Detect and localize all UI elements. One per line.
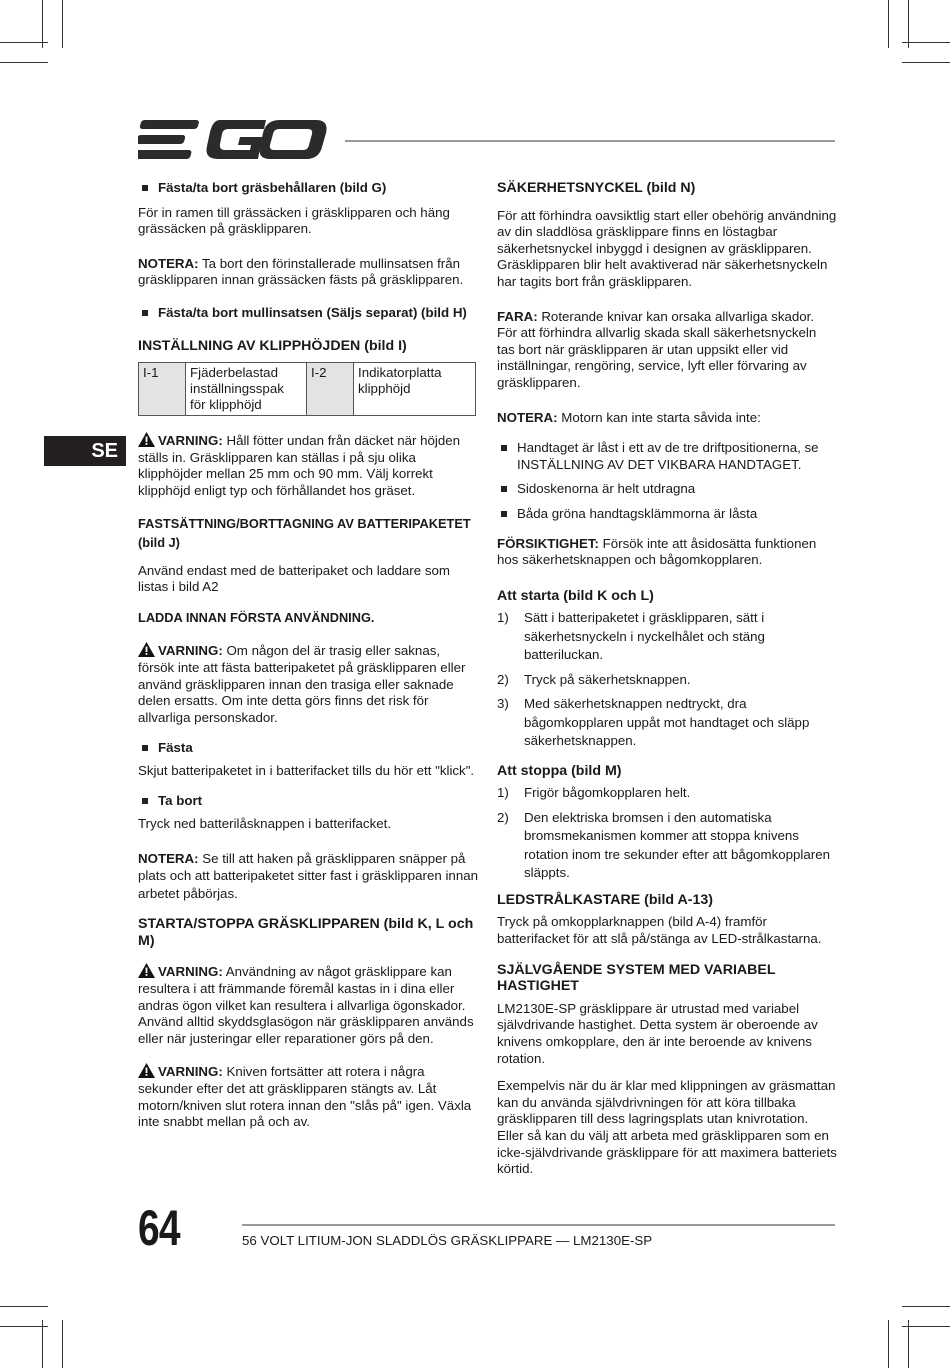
list-item (497, 609, 837, 665)
paragraph: Tryck ned batterilåsknappen i batterifacket. (138, 816, 392, 832)
note (138, 256, 478, 289)
list-item-text: Frigör bågomkopplaren helt. (524, 785, 691, 801)
crop-mark (42, 0, 43, 48)
section-heading: INSTÄLLNING AV KLIPPHÖJDEN (bild I) (138, 337, 407, 354)
table-cell-desc: Fjäderbelastad inställningsspak för klipphöjd (186, 363, 307, 416)
note-text: Se till att haken på gräsklipparen snäpper på plats och att batteripaketet sitter fast i gräsklipparen innan arbetet påbörjas. (138, 850, 478, 901)
section-heading: STARTA/STOPPA GRÄSKLIPPAREN (bild K, L och M) (138, 916, 474, 949)
crop-mark (902, 62, 950, 63)
note-label: NOTERA: (138, 255, 199, 271)
numbered-list (497, 609, 837, 751)
bullet-heading-text: Fästa/ta bort gräsbehållaren (bild G) (158, 180, 387, 195)
square-bullet-icon (501, 445, 507, 451)
paragraph: Exempelvis när du är klar med klippningen av gräsmattan kan du använda självdrivningen för att köra tillbaka gräsklipparen till dess lagringsplats utan knivrotation. Eller så kan du välj att arbeta med gräsklipparen som en icke-självdrivande gräsklippare för att maximera batteriets körtid. (497, 1078, 837, 1177)
list-item (497, 809, 837, 883)
section-heading: FASTSÄTTNING/BORTTAGNING AV BATTERIPAKETET (bild J) (138, 515, 471, 550)
list-item (497, 695, 837, 751)
table-row (139, 363, 476, 416)
danger-text: Roterande knivar kan orsaka allvarliga skador. För att förhindra allvarlig skada skall säkerhetsnyckeln tas bort när gräsklipparen är utan uppsikt eller vid inställningar, rengöring, service, lyft eller förvaring av gräsklipparen. (497, 308, 817, 390)
warning-icon (138, 432, 155, 447)
crop-mark (902, 1326, 950, 1327)
crop-mark (888, 0, 889, 48)
crop-mark (0, 42, 48, 43)
footer-title: 56 VOLT LITIUM-JON SLADDLÖS GRÄSKLIPPARE — LM2130E-SP (242, 1233, 653, 1248)
warning (138, 432, 478, 499)
section-heading: LEDSTRÅLKASTARE (bild A-13) (497, 891, 713, 908)
note-label: NOTERA: (138, 850, 199, 866)
note-label: NOTERA: (497, 409, 558, 425)
section-heading: Att stoppa (bild M) (497, 762, 622, 779)
list-item-text: Tryck på säkerhetsknappen. (524, 671, 691, 687)
crop-mark (62, 0, 63, 48)
crop-mark (0, 1326, 48, 1327)
warning-label: VARNING: (158, 964, 223, 980)
right-column (497, 178, 837, 1178)
numbered-list (497, 784, 837, 883)
note (497, 410, 837, 427)
caution (497, 536, 837, 569)
list-item (497, 671, 837, 690)
crop-mark (902, 42, 950, 43)
crop-mark (908, 1320, 909, 1368)
section-heading: SÄKERHETSNYCKEL (bild N) (497, 180, 696, 196)
list-number: 2) (497, 671, 509, 687)
caution-label: FÖRSIKTIGHET: (497, 535, 599, 551)
bullet-heading (138, 180, 478, 197)
warning-label: VARNING: (158, 433, 223, 449)
square-bullet-icon (142, 310, 148, 316)
square-bullet-icon (142, 798, 148, 804)
note-text: Ta bort den förinstallerade mullinsatsen från gräsklipparen innan grässäcken fästs på gräsklipparen. (138, 255, 464, 288)
page-number: 64 (138, 1200, 180, 1256)
warning-text: Kniven fortsätter att rotera i några sekunder efter det att gräsklipparen stängts av. Låt motorn/kniven slut rotera innan den "slås på" igen. Växla inte snabbt mellan på och av. (138, 1064, 472, 1130)
list-item-text: Sidoskenorna är helt utdragna (517, 481, 696, 497)
header-rule (345, 140, 835, 142)
warning-text: Användning av något gräsklippare kan resultera i att främmande föremål kastas in i dina eller andras ögon vilket kan resultera i allvarliga ögonskador. Använd alltid skyddsglasögon när gräsklipparen används eller när justeringar eller reparationer görs på den. (138, 964, 474, 1046)
table-cell-code: I-1 (139, 363, 186, 416)
bullet-list (497, 440, 837, 522)
danger-label: FARA: (497, 308, 538, 324)
crop-mark (908, 0, 909, 48)
square-bullet-icon (501, 511, 507, 517)
warning-icon (138, 1063, 155, 1078)
list-number: 1) (497, 610, 509, 626)
note-text: Motorn kan inte starta såvida inte: (557, 409, 761, 425)
crop-mark (0, 1306, 48, 1307)
footer-rule (242, 1224, 835, 1226)
caution-text: Försök inte att åsidosätta funktionen hos säkerhetsknappen och bågomkopplaren. (497, 535, 817, 568)
list-number: 2) (497, 809, 509, 825)
list-number: 1) (497, 785, 509, 801)
table-cell-code: I-2 (307, 363, 354, 416)
list-item (497, 506, 837, 523)
warning (138, 642, 478, 726)
warning (138, 1063, 478, 1130)
crop-mark (902, 1306, 950, 1307)
warning-text: Om någon del är trasig eller saknas, försök inte att fästa batteripaketet på gräsklipparen eller använd gräsklipparen innan den trasiga eller saknade delen ersatts. Om inte detta görs finns det risk för allvarliga personskador. (138, 643, 466, 725)
section-heading: SJÄLVGÅENDE SYSTEM MED VARIABEL HASTIGHET (497, 961, 776, 995)
crop-mark (888, 1320, 889, 1368)
paragraph: För att förhindra oavsiktlig start eller obehörig användning av din sladdlösa gräsklippare finns en löstagbar säkerhetsnyckel inbyggd i designen av gräsklipparen. Gräsklipparen blir helt avaktiverad när säkerhetsnyckeln har tagits bort från gräsklipparen. (497, 207, 837, 289)
bullet-heading (138, 740, 478, 757)
section-heading: LADDA INNAN FÖRSTA ANVÄNDNING. (138, 609, 375, 625)
left-column (138, 178, 478, 1131)
crop-mark (0, 62, 48, 63)
paragraph: Tryck på omkopplarknappen (bild A-4) framför batterifacket för att slå på/stänga av LED-strålkastarna. (497, 914, 822, 947)
bullet-heading (138, 793, 478, 810)
warning-icon (138, 963, 155, 978)
warning-label: VARNING: (158, 643, 223, 659)
paragraph: Skjut batteripaketet in i batterifacket tills du hör ett "klick". (138, 762, 475, 778)
language-tab: SE (44, 436, 126, 466)
table-cell-desc: Indikatorplatta klipphöjd (354, 363, 476, 416)
square-bullet-icon (142, 745, 148, 751)
paragraph: För in ramen till grässäcken i gräsklipparen och häng grässäcken på gräsklipparen. (138, 204, 450, 237)
warning (138, 963, 478, 1047)
list-item-text: Med säkerhetsknappen nedtryckt, dra bågomkopplaren uppåt mot handtaget och släpp säkerhetsknappen. (524, 696, 810, 749)
crop-mark (42, 1320, 43, 1368)
paragraph: LM2130E-SP gräsklippare är utrustad med variabel självdrivande hastighet. Detta system är oberoende av knivens omkopplare, den är inte beroende av knivens rotation. (497, 1000, 818, 1066)
list-item (497, 481, 837, 498)
crop-mark (62, 1320, 63, 1368)
bullet-heading-text: Ta bort (158, 793, 203, 809)
list-item (497, 784, 837, 803)
bullet-heading-text: Fästa (158, 740, 193, 756)
list-item-text: Sätt i batteripaketet i gräsklipparen, sätt i säkerhetsnyckeln i nyckelhålet och stäng batteriluckan. (524, 610, 765, 663)
list-item-text: Båda gröna handtagsklämmorna är låsta (517, 505, 758, 521)
list-item-text: Handtaget är låst i ett av de tre driftpositionerna, se INSTÄLLNING AV DET VIKBARA HANDTAGET. (517, 440, 819, 472)
list-number: 3) (497, 696, 509, 712)
warning-text: Håll fötter undan från däcket när höjden ställs in. Gräsklipparen kan ställas i på sju olika klipphöjder mellan 25 mm och 90 mm. Välj korrekt klipphöjd enligt typ och förhållandet hos gräset. (138, 433, 461, 498)
ego-logo (138, 118, 328, 162)
paragraph: Använd endast med de batteripaket och laddare som listas i bild A2 (138, 562, 450, 595)
section-heading: Att starta (bild K och L) (497, 587, 654, 604)
danger (497, 309, 837, 392)
square-bullet-icon (142, 185, 148, 191)
bullet-heading-text: Fästa/ta bort mullinsatsen (Säljs separat) (bild H) (158, 304, 467, 320)
list-item-text: Den elektriska bromsen i den automatiska bromsmekanismen kommer att stoppa knivens rotation inom tre sekunder efter att bågomkopplaren släppts. (524, 809, 831, 881)
warning-icon (138, 642, 155, 657)
list-item (497, 440, 837, 473)
warning-label: VARNING: (158, 1064, 223, 1080)
parts-table (138, 362, 476, 416)
bullet-heading (138, 305, 478, 322)
square-bullet-icon (501, 486, 507, 492)
note (138, 850, 478, 903)
